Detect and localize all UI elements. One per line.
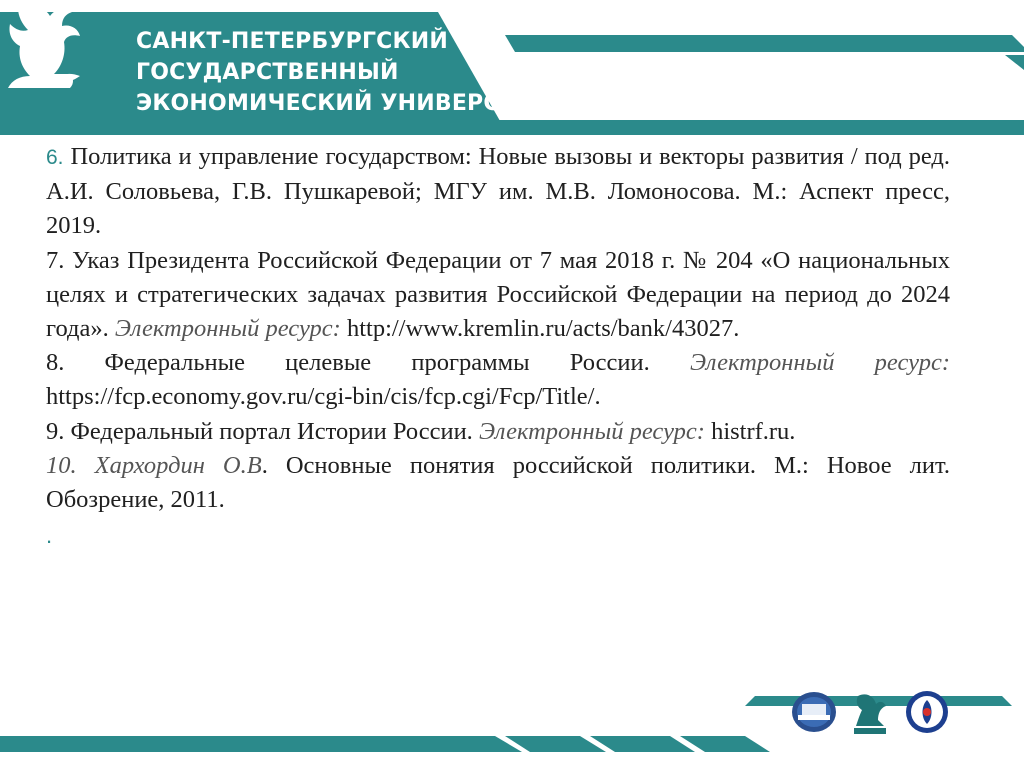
reference-number: 10. (46, 451, 77, 479)
university-name-line-3: ЭКОНОМИЧЕСКИЙ УНИВЕРСИТЕТ (136, 91, 564, 116)
university-name (136, 26, 564, 119)
university-name-line-1: САНКТ-ПЕТЕРБУРГСКИЙ (136, 29, 448, 54)
campus-logo-icon (790, 690, 838, 734)
reference-source-label: Электронный ресурс: (689, 349, 950, 377)
references-list (46, 140, 950, 553)
reference-url: http://www.kremlin.ru/acts/bank/43027. (340, 315, 740, 343)
reference-number: 9. (46, 417, 65, 445)
griffin-small-logo-icon (850, 690, 890, 736)
trailing-dot: . (46, 523, 53, 549)
footer-banner (0, 690, 1024, 767)
reference-item-7 (46, 244, 950, 347)
reference-text: Политика и управление государством: Новые вызовы и векторы развития / под ред. А.И. Соловьева, Г.В. Пушкаревой; МГУ им. М.В. Ломоносова. М.: Аспект пресс, 2019. (46, 143, 950, 240)
reference-number: 8. (46, 349, 65, 377)
reference-item-6 (46, 140, 950, 244)
reference-item-9 (46, 415, 950, 449)
fiesta-logo-icon (905, 690, 949, 734)
header-banner (0, 0, 1024, 135)
griffin-icon (0, 0, 90, 95)
reference-item-10 (46, 449, 950, 517)
reference-source-label: Электронный ресурс: (114, 315, 341, 343)
reference-text: Указ Президента Российской Федерации от 7 мая 2018 г. № 204 «О национальных целях и стратегических задачах развития Российской Федерации на период до 2024 года». (46, 246, 950, 343)
reference-url: https://fcp.economy.gov.ru/cgi-bin/cis/fcp.cgi/Fcp/Title/. (46, 383, 601, 411)
reference-source-label: Электронный ресурс: (478, 417, 705, 445)
reference-text: Федеральные целевые программы России. (64, 349, 690, 377)
reference-text: . Основные понятия российской политики. М.: Новое лит. Обозрение, 2011. (46, 451, 950, 514)
reference-number: 7. (46, 246, 65, 274)
reference-text: Федеральный портал Истории России. (64, 417, 479, 445)
reference-url: histrf.ru. (704, 417, 796, 445)
university-name-line-2: ГОСУДАРСТВЕННЫЙ (136, 60, 399, 85)
reference-author: Хархордин О.В (76, 451, 262, 479)
reference-item-8 (46, 346, 950, 414)
reference-number: 6. (46, 146, 64, 169)
